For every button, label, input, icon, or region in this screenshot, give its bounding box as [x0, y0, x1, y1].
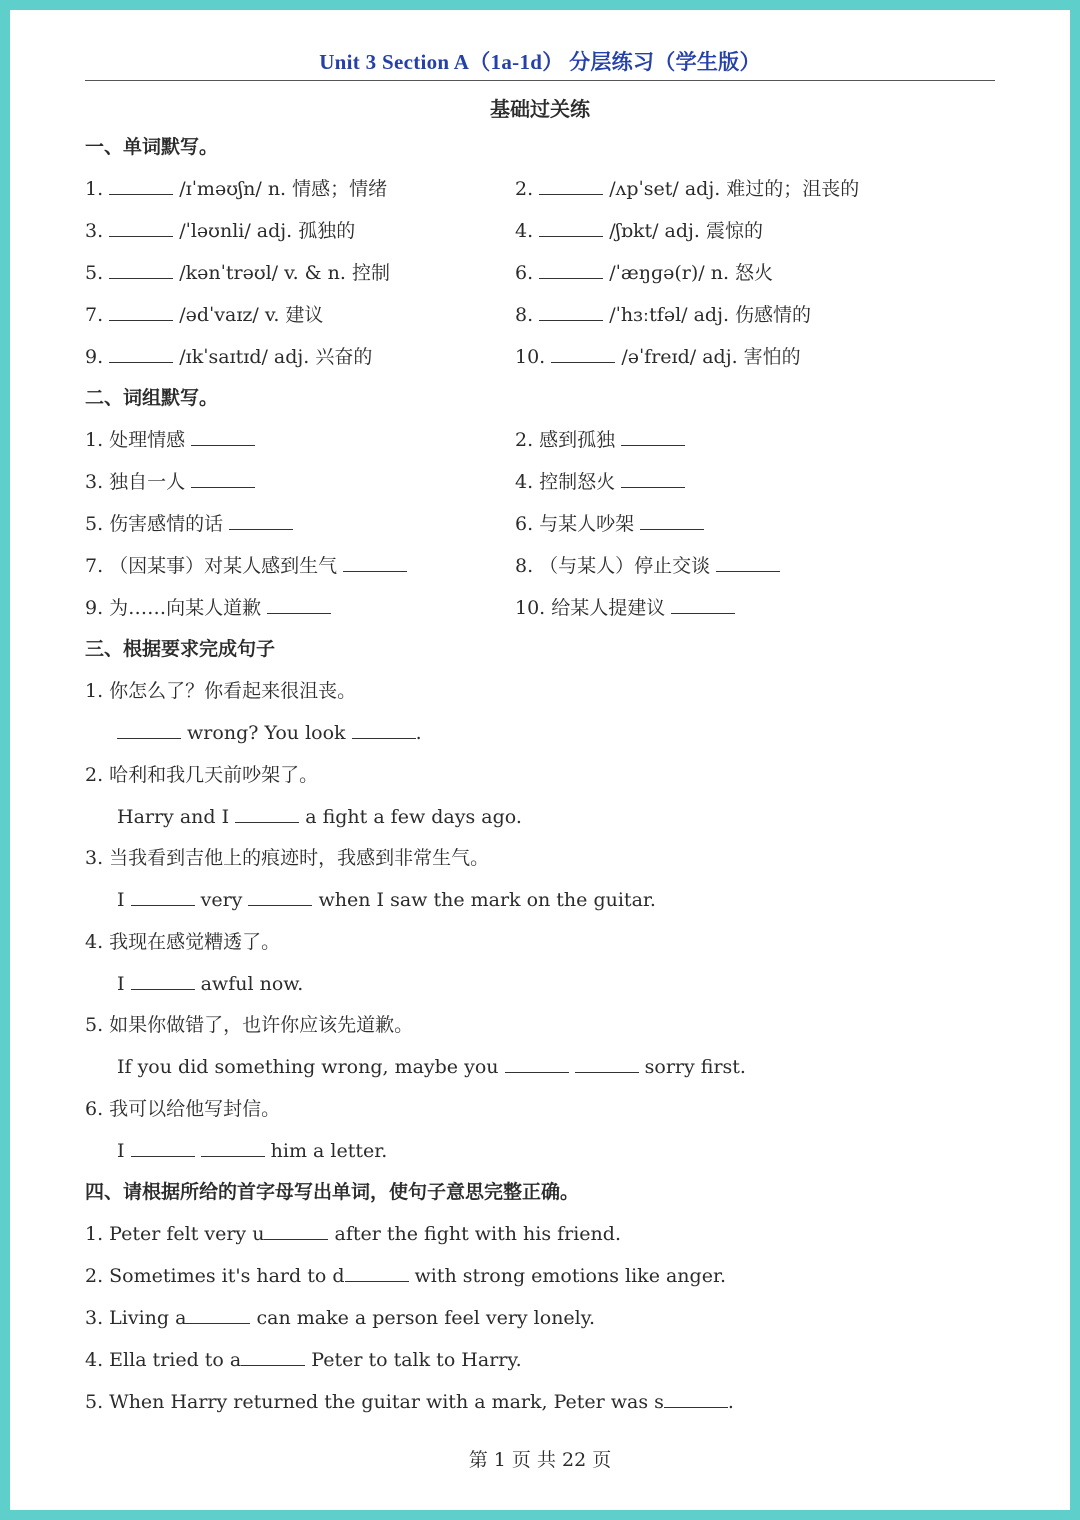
word-item: 6. /ˈæŋɡə(r)/ n. 怒火 [515, 262, 774, 284]
phrase-item: 9. 为……向某人道歉 [85, 595, 331, 621]
word-item: 3. /ˈləʊnli/ adj. 孤独的 [85, 220, 356, 242]
section-subtitle: 基础过关练 [490, 97, 590, 121]
phrase-item: 1. 处理情感 [85, 427, 255, 453]
phrase-item: 2. 感到孤独 [515, 427, 685, 453]
phrase-item: 10. 给某人提建议 [515, 595, 735, 621]
sentence-prompt: 4. 我现在感觉糟透了。 [85, 931, 281, 953]
phrase-item: 3. 独自一人 [85, 469, 255, 495]
part2-heading: 二、词组默写。 [85, 387, 219, 409]
part3-heading: 三、根据要求完成句子 [85, 638, 276, 660]
sentence-answer: If you did something wrong, maybe you sorry first. [117, 1056, 746, 1078]
word-item: 10. /əˈfreɪd/ adj. 害怕的 [515, 346, 801, 368]
worksheet-page [10, 10, 1070, 1510]
phrase-item: 6. 与某人吵架 [515, 511, 704, 537]
word-item: 7. /ədˈvaɪz/ v. 建议 [85, 304, 324, 326]
sentence-prompt: 3. 当我看到吉他上的痕迹时，我感到非常生气。 [85, 847, 490, 869]
part4-heading: 四、请根据所给的首字母写出单词，使句子意思完整正确。 [85, 1181, 580, 1203]
sentence-answer: I very when I saw the mark on the guitar. [117, 889, 656, 911]
fill-sentence: 1. Peter felt very u after the fight with his friend. [85, 1223, 621, 1245]
fill-sentence: 4. Ella tried to a Peter to talk to Harry. [85, 1349, 522, 1371]
header-divider [85, 80, 995, 81]
fill-sentence: 5. When Harry returned the guitar with a mark, Peter was s . [85, 1391, 734, 1413]
word-item: 1. /ɪˈməʊʃn/ n. 情感；情绪 [85, 178, 388, 200]
fill-sentence: 3. Living a can make a person feel very lonely. [85, 1307, 596, 1329]
word-item: 9. /ɪkˈsaɪtɪd/ adj. 兴奋的 [85, 346, 373, 368]
sentence-prompt: 2. 哈利和我几天前吵架了。 [85, 764, 319, 786]
word-item: 5. /kənˈtrəʊl/ v. & n. 控制 [85, 262, 390, 284]
sentence-prompt: 1. 你怎么了？你看起来很沮丧。 [85, 680, 357, 702]
phrase-item: 4. 控制怒火 [515, 469, 685, 495]
word-item: 8. /ˈhɜːtfəl/ adj. 伤感情的 [515, 304, 812, 326]
fill-sentence: 2. Sometimes it's hard to d with strong emotions like anger. [85, 1265, 726, 1287]
page-number: 第 1 页 共 22 页 [468, 1449, 612, 1471]
sentence-answer: wrong? You look . [117, 720, 422, 746]
sentence-prompt: 6. 我可以给他写封信。 [85, 1098, 281, 1120]
part1-heading: 一、单词默写。 [85, 136, 219, 158]
word-item: 4. /ʃɒkt/ adj. 震惊的 [515, 220, 764, 242]
sentence-answer: I awful now. [117, 973, 304, 995]
page-header-title: Unit 3 Section A（1a-1d） 分层练习（学生版） [319, 50, 761, 74]
word-item: 2. /ʌpˈset/ adj. 难过的；沮丧的 [515, 178, 860, 200]
phrase-item: 5. 伤害感情的话 [85, 511, 293, 537]
sentence-answer: Harry and I a fight a few days ago. [117, 806, 522, 828]
sentence-answer: I him a letter. [117, 1140, 388, 1162]
phrase-item: 8. （与某人）停止交谈 [515, 553, 780, 579]
phrase-item: 7. （因某事）对某人感到生气 [85, 553, 407, 579]
sentence-prompt: 5. 如果你做错了，也许你应该先道歉。 [85, 1014, 414, 1036]
